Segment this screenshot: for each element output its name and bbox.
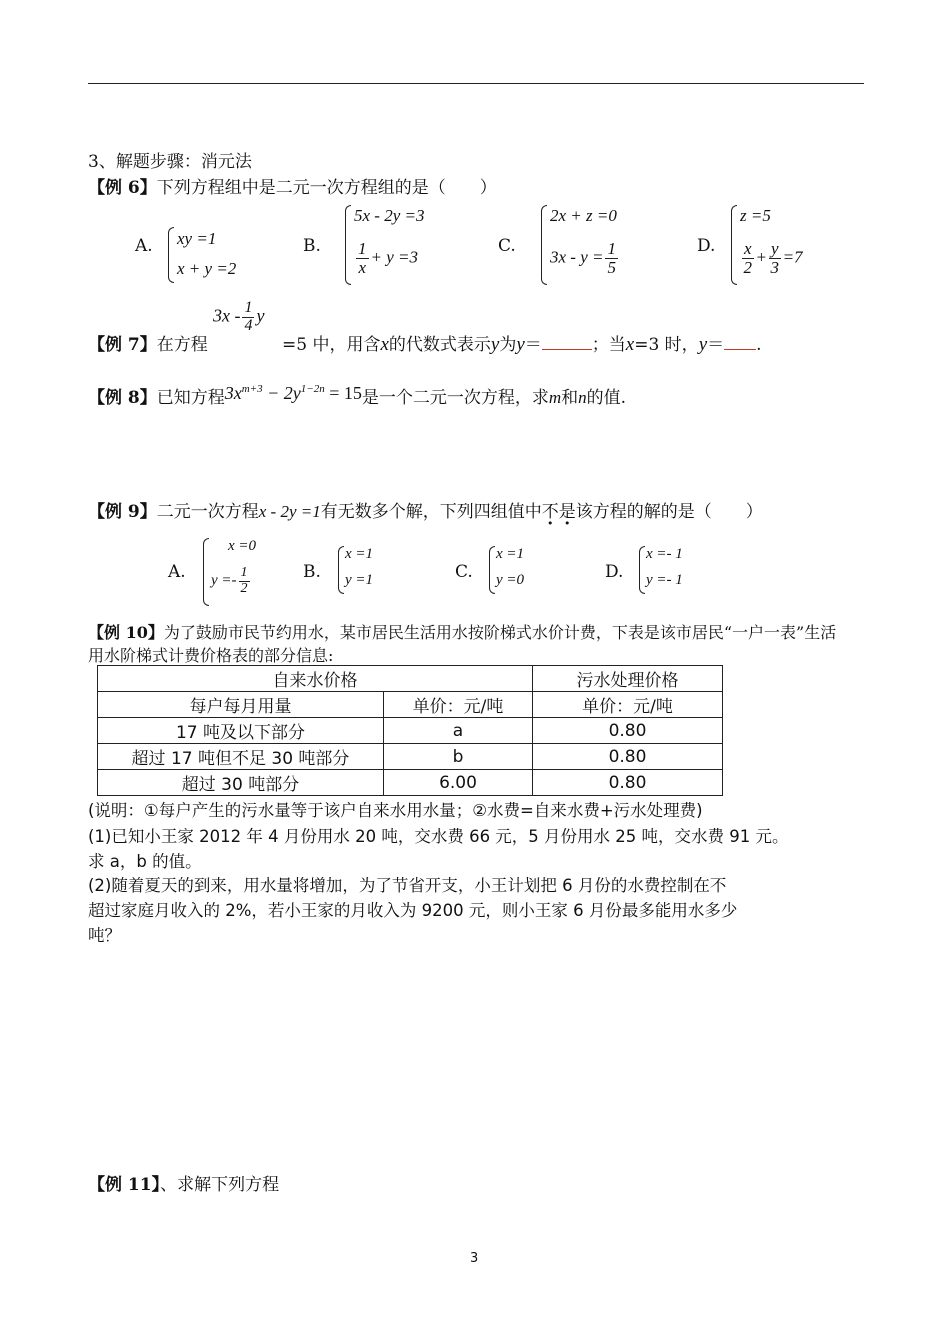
option-9a-brace bbox=[203, 538, 209, 606]
option-9a-label: A. bbox=[168, 562, 186, 582]
table-header-tapwater: 自来水价格 bbox=[98, 666, 533, 692]
example-10-q2-line2: 超过家庭月收入的 2%，若小王家的月收入为 9200 元，则小王家 6 月份最多能用水多少 bbox=[88, 901, 738, 920]
example-9-label: 【例 9】 bbox=[88, 502, 157, 522]
option-9c-eq2: y =0 bbox=[496, 572, 525, 588]
option-9d-eq2: y =- 1 bbox=[646, 572, 683, 588]
option-9d-label: D. bbox=[605, 562, 624, 582]
option-9b-label: B. bbox=[303, 562, 321, 582]
table-cell: 超过 30 吨部分 bbox=[98, 770, 384, 796]
example-10-line1: 【例 10】为了鼓励市民节约用水，某市居民生活用水按阶梯式水价计费，下表是该市居民“一户一表”生活 bbox=[88, 623, 837, 642]
example-9-equation: x - 2y =1 bbox=[258, 502, 321, 521]
option-6a-eq2: x + y =2 bbox=[177, 259, 237, 278]
section-title: 3、解题步骤：消元法 bbox=[88, 152, 252, 172]
example-10-q1-line2: 求 a，b 的值。 bbox=[88, 852, 202, 871]
example-7-expr: 3x - $\frac{1}{4}$ y bbox=[213, 299, 265, 334]
example-11: 【例 11】、求解下列方程 bbox=[88, 1175, 280, 1195]
option-6d-eq2: $\frac{x}{2}$ + $\frac{y}{3}$ =7 bbox=[743, 239, 803, 277]
table-cell: 0.80 bbox=[533, 770, 723, 796]
option-6d-eq1: z =5 bbox=[740, 206, 771, 225]
table-cell: 0.80 bbox=[533, 718, 723, 744]
option-9c-label: C. bbox=[455, 562, 473, 582]
header-rule bbox=[88, 83, 864, 84]
example-7-label: 【例 7】 bbox=[88, 335, 157, 355]
example-9: 【例 9】二元一次方程x - 2y =1有无数多个解，下列四组值中不是该方程的解的是（ ） bbox=[88, 502, 763, 522]
emphasis-not: 不 bbox=[541, 502, 559, 522]
example-10-note: (说明：①每户产生的污水量等于该户自来水用水量；②水费=自来水费+污水处理费) bbox=[88, 801, 703, 820]
option-6a-label: A. bbox=[135, 236, 153, 256]
table-cell: a bbox=[384, 718, 533, 744]
table-cell: 超过 17 吨但不足 30 吨部分 bbox=[98, 744, 384, 770]
example-10-q1-line1: (1)已知小王家 2012 年 4 月份用水 20 吨，交水费 66 元，5 月份用水 25 吨，交水费 91 元。 bbox=[88, 827, 789, 846]
table-cell: 17 吨及以下部分 bbox=[98, 718, 384, 744]
example-6-label: 【例 6】 bbox=[88, 178, 157, 198]
example-10-line2: 用水阶梯式计费价格表的部分信息: bbox=[88, 646, 334, 665]
table-col-sewage-price: 单价：元/吨 bbox=[533, 692, 723, 718]
example-6 bbox=[88, 173, 497, 198]
water-price-table bbox=[97, 665, 723, 796]
table-row bbox=[98, 744, 723, 770]
option-6a-brace bbox=[168, 227, 174, 283]
example-7-blank-2[interactable] bbox=[724, 349, 756, 350]
option-6d-label: D. bbox=[697, 236, 716, 256]
example-7-rest: =5 中，用含x的代数式表示y为y＝ ；当x=3 时，y＝ . bbox=[282, 334, 762, 355]
table-cell: 0.80 bbox=[533, 744, 723, 770]
table-row bbox=[98, 770, 723, 796]
table-row bbox=[98, 718, 723, 744]
option-6b-eq2: $\frac{1}{x}$ + y =3 bbox=[358, 239, 418, 277]
example-8: 【例 8】已知方程$3x^{m+3} - 2y^{1-2n} = 15$是一个二元一次方程，求m和n的值. bbox=[88, 383, 627, 408]
option-6b-eq1: 5x - 2y =3 bbox=[354, 206, 425, 225]
page-number: 3 bbox=[470, 1251, 479, 1266]
emphasis-is: 是 bbox=[558, 502, 576, 522]
option-6c-label: C. bbox=[498, 236, 516, 256]
example-11-label: 【例 11】 bbox=[88, 1175, 161, 1195]
example-6-question: 下列方程组中是二元一次方程组的是（ ） bbox=[156, 178, 497, 198]
option-6b-brace bbox=[345, 205, 351, 285]
example-8-equation: $3x^{m+3} - 2y^{1-2n} = 15$ bbox=[224, 383, 362, 403]
option-9b-eq2: y =1 bbox=[345, 572, 374, 588]
example-10-q2-line3: 吨？ bbox=[88, 926, 121, 945]
table-col-unit-price: 单价：元/吨 bbox=[384, 692, 533, 718]
option-6a-eq1: xy =1 bbox=[177, 229, 217, 248]
example-10-q2-line1: (2)随着夏天的到来，用水量将增加，为了节省开支，小王计划把 6 月份的水费控制在不 bbox=[88, 876, 727, 895]
option-6b-label: B. bbox=[303, 236, 321, 256]
option-9b-eq1: x =1 bbox=[345, 546, 374, 562]
table-header-sewage: 污水处理价格 bbox=[533, 666, 723, 692]
example-7: 【例 7】在方程 bbox=[88, 335, 208, 355]
option-6c-eq2: 3x - y = $\frac{1}{5}$ bbox=[550, 239, 616, 277]
table-cell: 6.00 bbox=[384, 770, 533, 796]
option-9c-brace bbox=[489, 546, 495, 594]
example-10-label: 【例 10】 bbox=[88, 623, 164, 642]
option-9a-eq2: y =- $\frac{1}{2}$ bbox=[211, 565, 248, 596]
table-col-usage: 每户每月用量 bbox=[98, 692, 384, 718]
table-cell: b bbox=[384, 744, 533, 770]
option-9d-eq1: x =- 1 bbox=[646, 546, 683, 562]
option-9c-eq1: x =1 bbox=[496, 546, 525, 562]
example-8-label: 【例 8】 bbox=[88, 388, 157, 408]
option-9d-brace bbox=[639, 546, 645, 594]
option-6c-brace bbox=[541, 205, 547, 285]
option-9a-eq1: x =0 bbox=[228, 538, 257, 554]
option-9b-brace bbox=[338, 546, 344, 594]
option-6c-eq1: 2x + z =0 bbox=[550, 206, 617, 225]
option-6d-brace bbox=[731, 205, 737, 285]
example-7-blank-1[interactable] bbox=[542, 349, 592, 350]
